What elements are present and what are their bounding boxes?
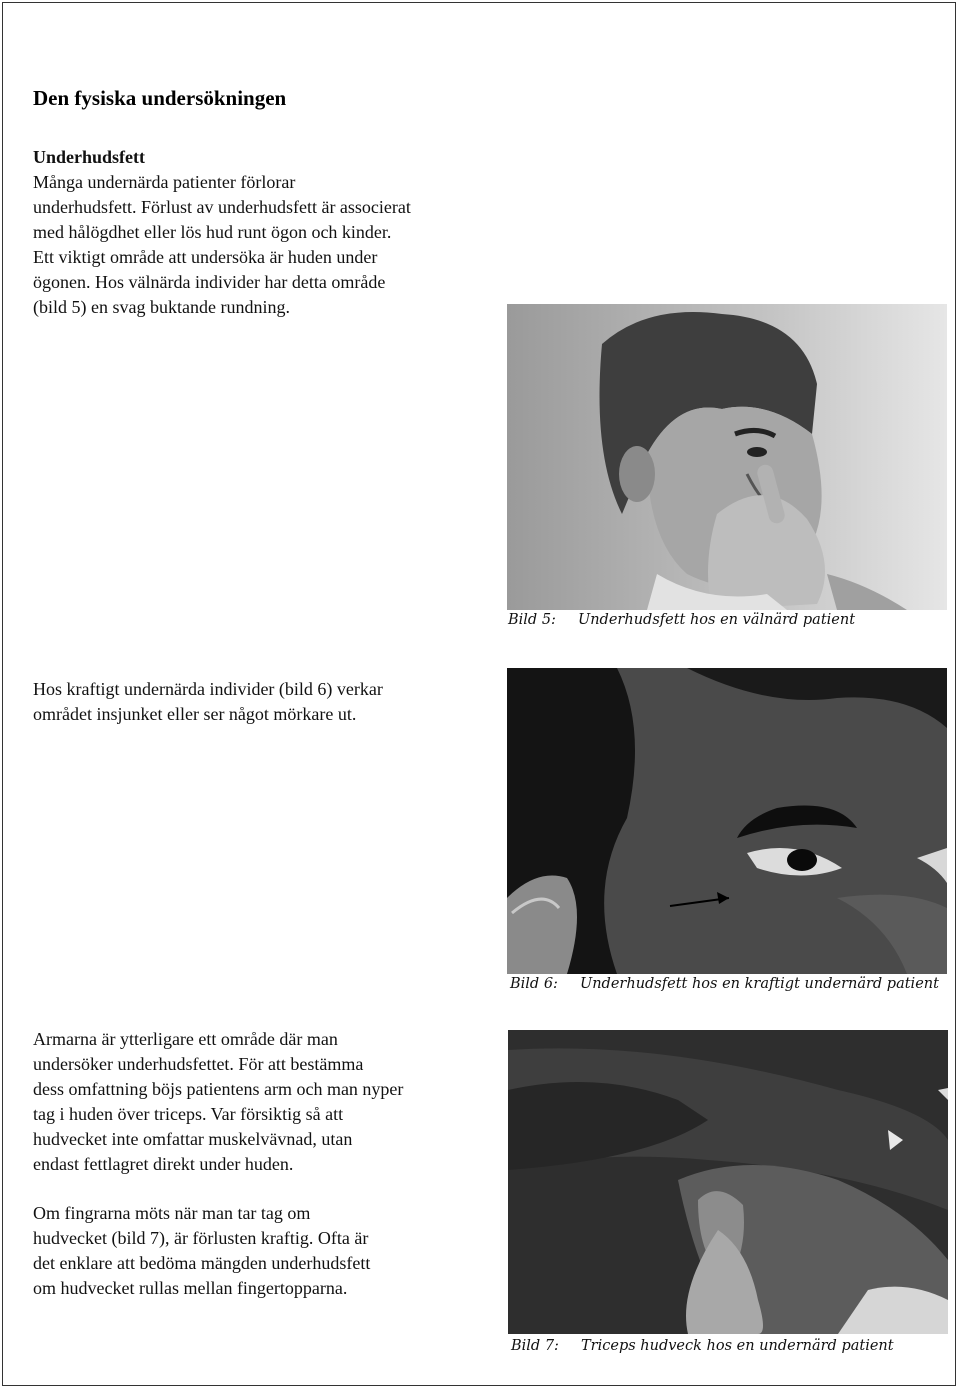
text-line: Många undernärda patienter förlorar (33, 172, 296, 192)
text-line: det enklare att bedöma mängden underhudsfett (33, 1253, 371, 1273)
text-line: hudvecket (bild 7), är förlusten kraftig. Ofta är (33, 1228, 369, 1248)
section-severely-malnourished (33, 677, 383, 727)
text-line: Armarna är ytterligare ett område där man (33, 1029, 338, 1049)
text-line: Hos kraftigt undernärda individer (bild 6) verkar (33, 679, 383, 699)
section-arms (33, 1027, 403, 1177)
figure-number: Bild 6: (510, 976, 558, 992)
text-line: tag i huden över triceps. Var försiktig så att (33, 1104, 344, 1124)
figure-caption-7 (511, 1338, 894, 1354)
figure-number: Bild 5: (508, 612, 556, 628)
text-line: om hudvecket rullas mellan fingertopparna. (33, 1278, 348, 1298)
text-line: Om fingrarna möts när man tar tag om (33, 1203, 311, 1223)
photo-malnourished-face (507, 668, 947, 974)
photo-well-nourished-face (507, 304, 947, 610)
section-underhudsfett (33, 145, 411, 320)
text-line: ögonen. Hos välnärda individer har detta område (33, 272, 386, 292)
figure-caption-text: Underhudsfett hos en välnärd patient (578, 612, 856, 628)
text-line: hudvecket inte omfattar muskelvävnad, utan (33, 1129, 353, 1149)
section-heading: Underhudsfett (33, 147, 146, 167)
text-line: dess omfattning böjs patientens arm och man nyper (33, 1079, 404, 1099)
text-line: undersöker underhudsfettet. För att bestämma (33, 1054, 364, 1074)
section-fingers (33, 1201, 370, 1301)
photo-triceps-skinfold (508, 1030, 948, 1334)
figure-number: Bild 7: (511, 1338, 559, 1354)
text-line: området insjunket eller ser något mörkare ut. (33, 704, 357, 724)
page-title: Den fysiska undersökningen (33, 86, 287, 110)
text-line: endast fettlagret direkt under huden. (33, 1154, 294, 1174)
text-line: (bild 5) en svag buktande rundning. (33, 297, 290, 317)
text-line: Ett viktigt område att undersöka är huden under (33, 247, 378, 267)
figure-caption-text: Triceps hudveck hos en undernärd patient (581, 1338, 894, 1354)
text-line: med hålögdhet eller lös hud runt ögon och kinder. (33, 222, 392, 242)
figure-caption-6 (510, 976, 939, 992)
figure-caption-text: Underhudsfett hos en kraftigt undernärd patient (580, 976, 939, 992)
figure-caption-5 (508, 612, 855, 628)
text-line: underhudsfett. Förlust av underhudsfett är associerat (33, 197, 411, 217)
